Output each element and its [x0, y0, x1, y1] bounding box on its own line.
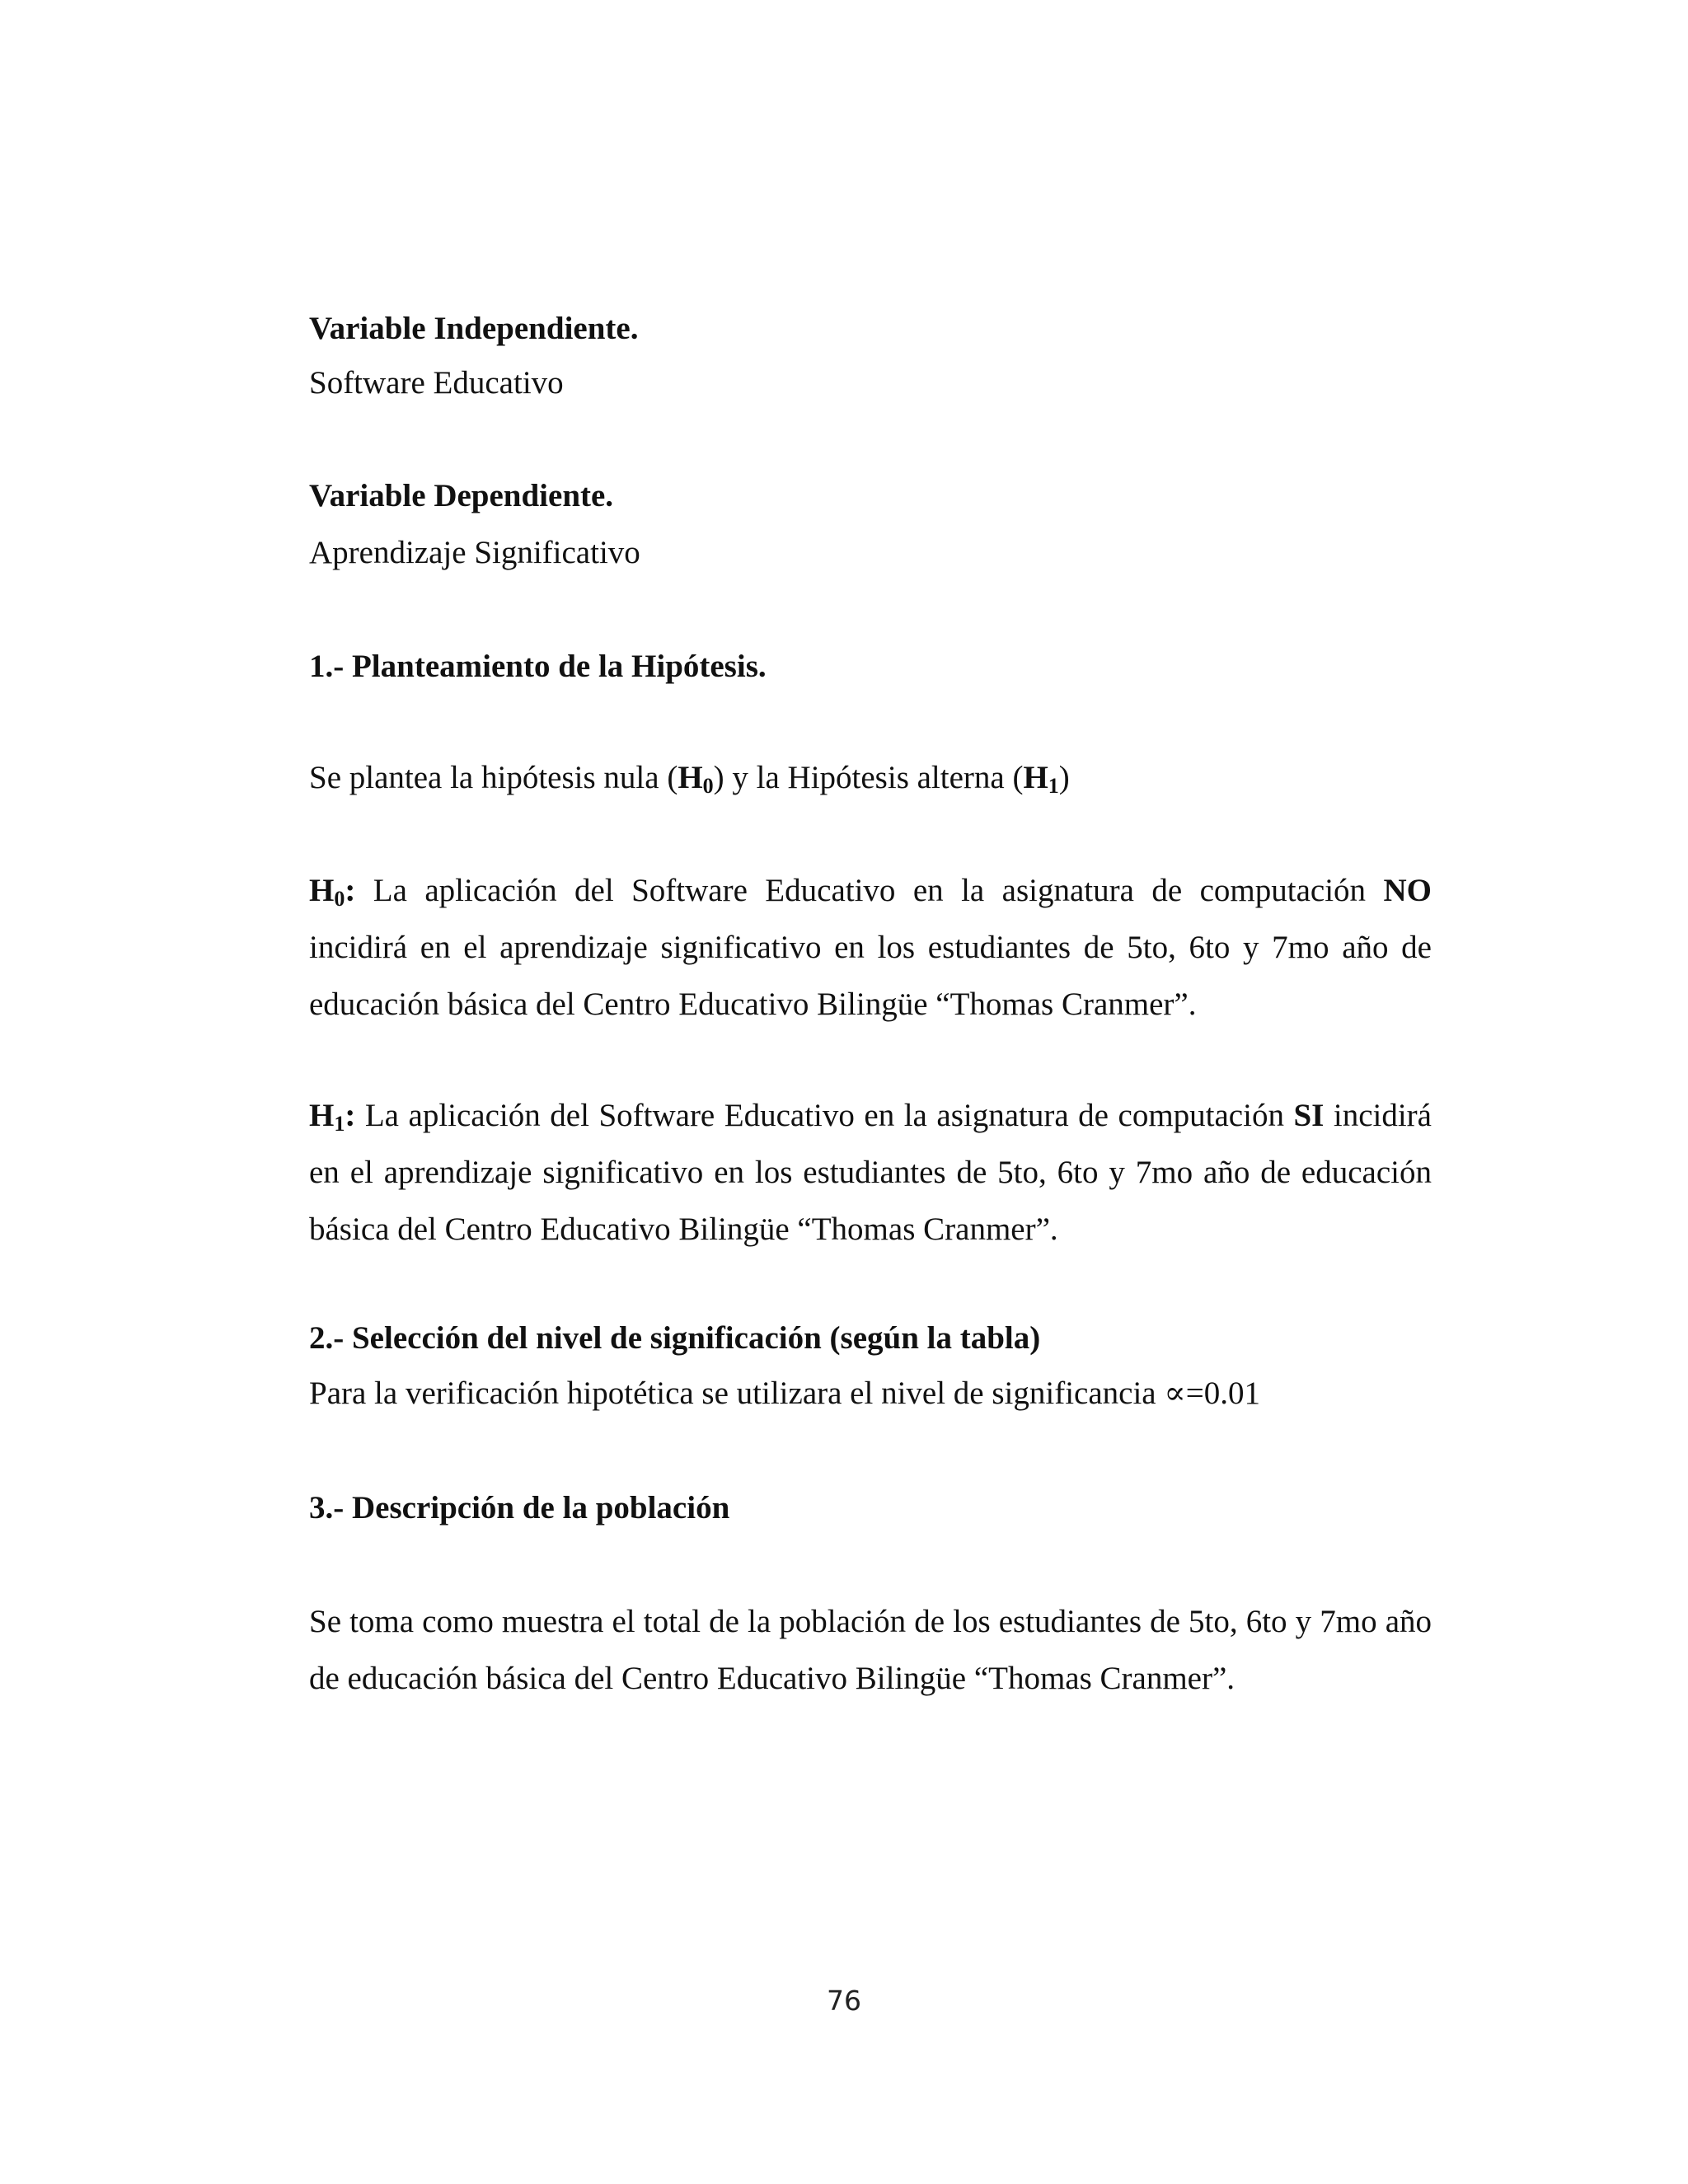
significance-section-heading: 2.- Selección del nivel de significación (según la tabla) — [309, 1320, 1041, 1356]
subscript-zero: 0 — [334, 887, 345, 911]
population-section-heading: 3.- Descripción de la población — [309, 1490, 730, 1526]
alternative-hypothesis-paragraph — [309, 1087, 1432, 1258]
page-number: 76 — [827, 1985, 861, 2017]
subscript-zero: 0 — [702, 774, 714, 798]
alternative-hypothesis-symbol — [1023, 760, 1059, 798]
hypothesis-intro — [309, 758, 1070, 798]
subscript-one: 1 — [1048, 774, 1059, 798]
population-description: Se toma como muestra el total de la población de los estudiantes de 5to, 6to y 7mo año de educación básica del Centro Educativo Bilingüe “Thomas Cranmer”. — [309, 1604, 1432, 1696]
h-letter: H — [678, 760, 703, 795]
dependent-variable-value: Aprendizaje Significativo — [309, 535, 640, 570]
h-letter: H — [1023, 760, 1048, 795]
subscript-one: 1 — [334, 1112, 345, 1136]
independent-variable-value: Software Educativo — [309, 365, 564, 401]
h-letter: H — [309, 1098, 335, 1133]
alternative-hypothesis-emphasis: SI — [1293, 1098, 1325, 1133]
dependent-variable-heading: Variable Dependiente. — [309, 478, 614, 513]
alternative-hypothesis-text: La aplicación del Software Educativo en la asignatura de computación — [355, 1098, 1294, 1133]
hypothesis-intro-text: Se plantea la hipótesis nula ( — [309, 760, 678, 795]
null-hypothesis-text: La aplicación del Software Educativo en la asignatura de computación — [355, 873, 1384, 908]
independent-variable-heading: Variable Independiente. — [309, 311, 639, 346]
null-hypothesis-symbol — [678, 760, 714, 798]
significance-level-text: Para la verificación hipotética se utilizara el nivel de significancia ∝=0.01 — [309, 1376, 1261, 1411]
h-letter: H — [309, 873, 335, 908]
label-colon: : — [345, 1098, 356, 1133]
label-colon: : — [345, 873, 356, 908]
hypothesis-section-heading: 1.- Planteamiento de la Hipótesis. — [309, 649, 767, 684]
hypothesis-intro-text: ) y la Hipótesis alterna ( — [713, 760, 1024, 795]
null-hypothesis-label — [309, 873, 356, 911]
null-hypothesis-text: incidirá en el aprendizaje significativo en los estudiantes de 5to, 6to y 7mo año de educación básica del Centro Educativo Bilingüe “Thomas Cranmer”. — [309, 930, 1432, 1022]
hypothesis-intro-text: ) — [1058, 760, 1070, 795]
alternative-hypothesis-label — [309, 1098, 356, 1136]
null-hypothesis-paragraph — [309, 862, 1432, 1033]
null-hypothesis-emphasis: NO — [1383, 873, 1432, 908]
alternative-hypothesis-text: incidirá en el aprendizaje significativo en los estudiantes de 5to, 6to y 7mo año de educación básica del Centro Educativo Bilingüe “Thomas Cranmer”. — [309, 1098, 1432, 1247]
